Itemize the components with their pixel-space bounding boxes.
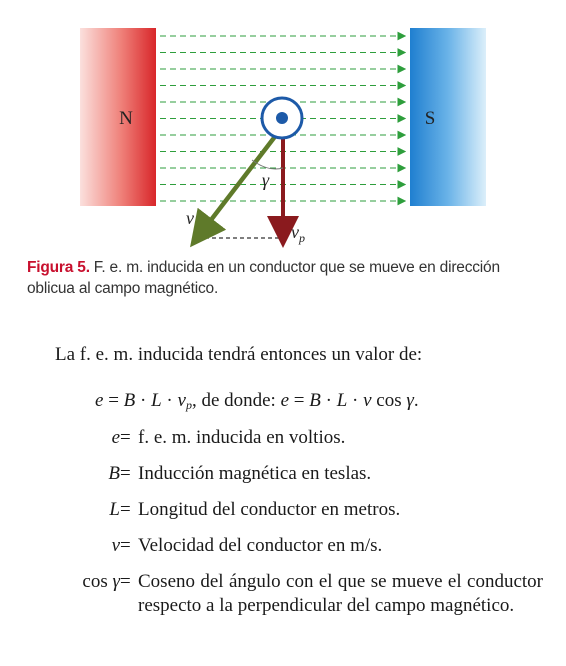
main-formula: $e = B \cdot L \cdot v_p$, de donde: e = B · L · v cos γ. bbox=[95, 390, 419, 412]
figure-caption-text: F. e. m. inducida en un conductor que se mueve en dirección oblicua al campo magnético. bbox=[27, 259, 500, 297]
definition-symbol: v bbox=[111, 535, 120, 556]
magnetic-field-figure bbox=[0, 0, 566, 250]
definition-symbol: cos γ bbox=[82, 571, 120, 592]
figure-caption-label: Figura 5. bbox=[27, 259, 90, 276]
definition-symbol: e bbox=[111, 427, 120, 448]
definition-symbol: B bbox=[108, 463, 120, 484]
intro-text: La f. e. m. inducida tendrá entonces un valor de: bbox=[55, 344, 423, 365]
velocity-label: v bbox=[186, 208, 194, 228]
figure-caption bbox=[27, 257, 547, 299]
equals-sign: = bbox=[120, 535, 131, 556]
perpendicular-velocity-label: $v_p$ bbox=[291, 222, 305, 245]
angle-gamma-label: γ bbox=[262, 170, 270, 190]
south-pole-label: S bbox=[424, 108, 436, 129]
definition-text: Inducción magnética en teslas. bbox=[138, 463, 372, 484]
equals-sign: = bbox=[120, 571, 131, 592]
definition-text: Longitud del conductor en metros. bbox=[138, 499, 401, 520]
definition-text: f. e. m. inducida en voltios. bbox=[138, 427, 346, 448]
definition-symbol: L bbox=[109, 499, 120, 520]
equals-sign: = bbox=[120, 499, 131, 520]
definition-text: Velocidad del conductor en m/s. bbox=[138, 535, 383, 556]
north-pole-label: N bbox=[119, 108, 133, 129]
conductor-dot-icon bbox=[276, 112, 288, 124]
equals-sign: = bbox=[120, 463, 131, 484]
definition-text: Coseno del ángulo con el que se mueve el conductor respecto a la perpendicular del campo magnético. bbox=[138, 571, 543, 616]
south-pole-magnet bbox=[410, 28, 486, 206]
equals-sign: = bbox=[120, 427, 131, 448]
north-pole-magnet bbox=[80, 28, 156, 206]
